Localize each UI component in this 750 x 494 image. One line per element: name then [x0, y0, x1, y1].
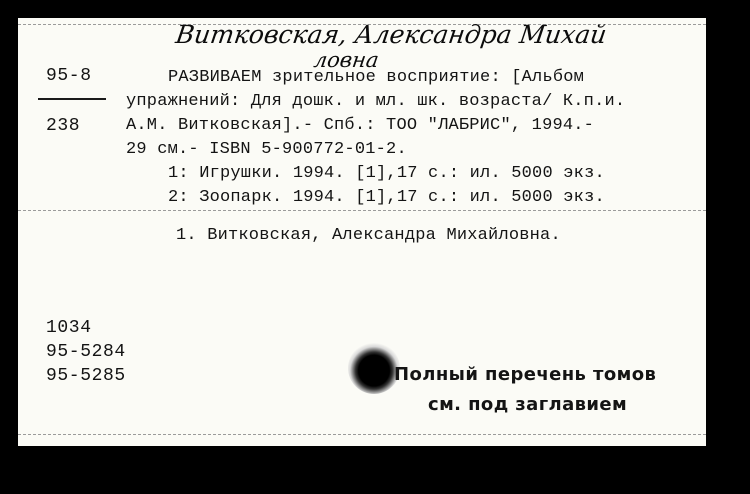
volume-1: 1: Игрушки. 1994. [1],17 с.: ил. 5000 экз.: [168, 164, 605, 183]
inventory-number: 95-5285: [46, 366, 126, 386]
entry-line-3: А.М. Витковская].- Спб.: ТОО "ЛАБРИС", 1994.-: [126, 116, 595, 135]
entry-line-4: 29 см.- ISBN 5-900772-01-2.: [126, 140, 407, 159]
card-ruling: [18, 434, 706, 435]
handwritten-author-line1: Витковская, Александра Михай: [173, 20, 609, 49]
catalog-card: [18, 18, 706, 446]
stamp-note-line1: Полный перечень томов: [394, 364, 657, 385]
call-number-bottom: 238: [46, 116, 81, 136]
entry-line-2: упражнений: Для дошк. и мл. шк. возраста/ К.п.и.: [126, 92, 626, 111]
volume-2: 2: Зоопарк. 1994. [1],17 с.: ил. 5000 экз.: [168, 188, 605, 207]
call-number-divider: [38, 98, 106, 100]
handwritten-author-line2: ловна: [312, 48, 381, 72]
stamp-note-line2: см. под заглавием: [428, 394, 628, 415]
card-ruling: [18, 210, 706, 211]
inventory-number: 95-5284: [46, 342, 126, 362]
entry-line-1: РАЗВИВАЕМ зрительное восприятие: [Альбом: [168, 68, 585, 87]
tracing-entry: 1. Витковская, Александра Михайловна.: [176, 226, 561, 245]
inventory-number: 1034: [46, 318, 92, 338]
punch-hole: [348, 342, 400, 394]
call-number-top: 95-8: [46, 66, 92, 86]
